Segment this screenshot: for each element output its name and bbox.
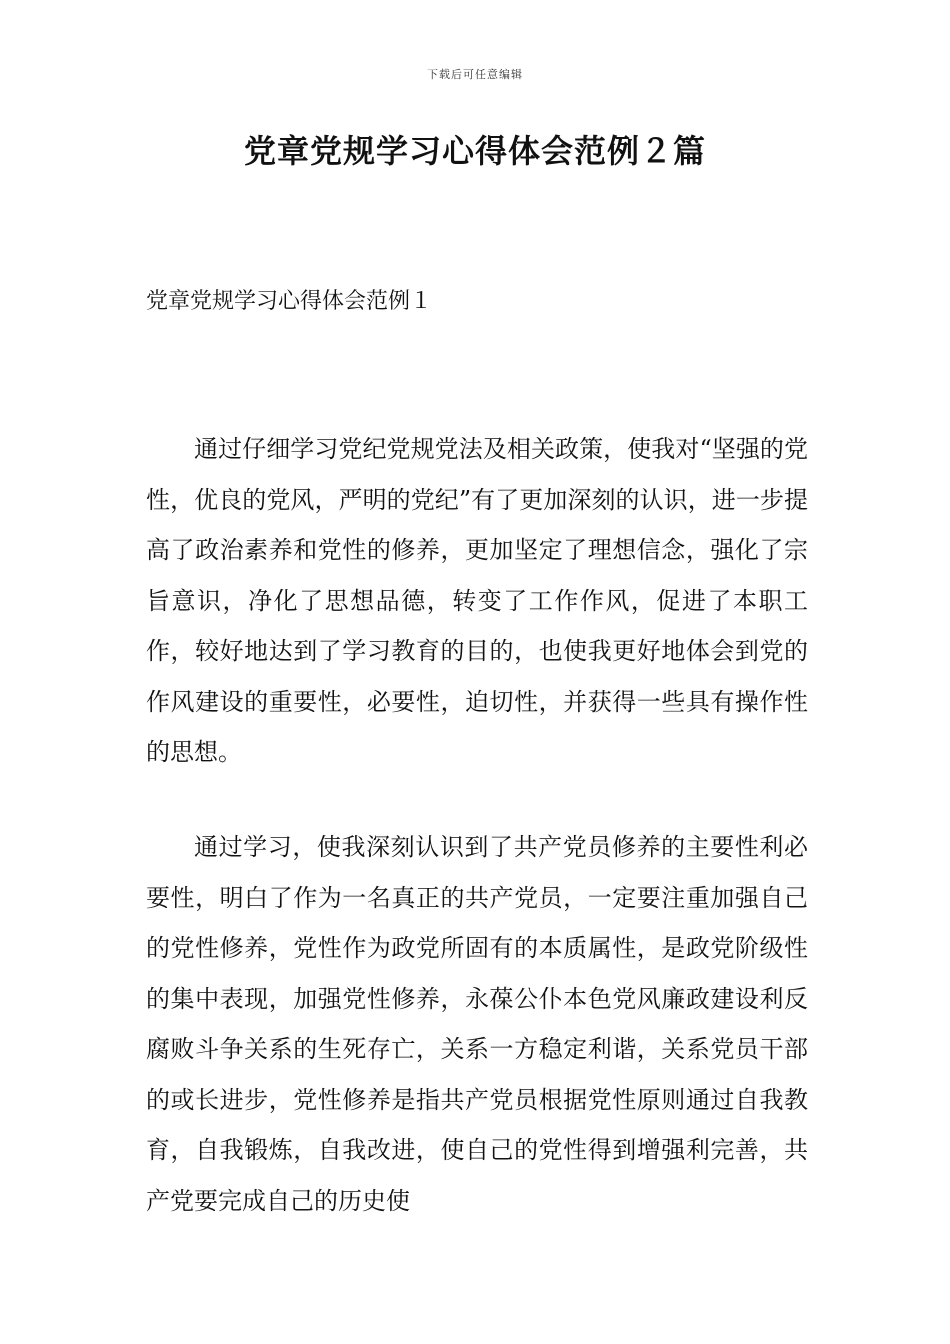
header-note: 下载后可任意编辑 (427, 68, 523, 81)
body-paragraph: 通过学习，使我深刻认识到了共产党员修养的主要性利必要性，明白了作为一名真正的共产党员，一定要注重加强自己的党性修养，党性作为政党所固有的本质属性，是政党阶级性的集中表现，加强党性修养，永葆公仆本色党风廉政建设利反腐败斗争关系的生死存亡，关系一方稳定利谐，关系党员干部的或长进步，党性修养是指共产党员根据党性原则通过自我教育，自我锻炼，自我改进，使自己的党性得到增强利完善，共产党要完成自己的历史使 (146, 833, 808, 1215)
body-paragraph: 通过仔细学习党纪党规党法及相关政策，使我对“坚强的党性，优良的党风，严明的党纪”有了更加深刻的认识，进一步提高了政治素养和党性的修养，更加坚定了理想信念，强化了宗旨意识，净化了思想品德，转变了工作作风，促进了本职工作，较好地达到了学习教育的目的，也使我更好地体会到党的作风建设的重要性，必要性，迫切性，并获得一些具有操作性的思想。 (146, 435, 808, 766)
section-heading: 党章党规学习心得体会范例１ (146, 289, 433, 314)
document-title: 党章党规学习心得体会范例２篇 (243, 132, 706, 170)
